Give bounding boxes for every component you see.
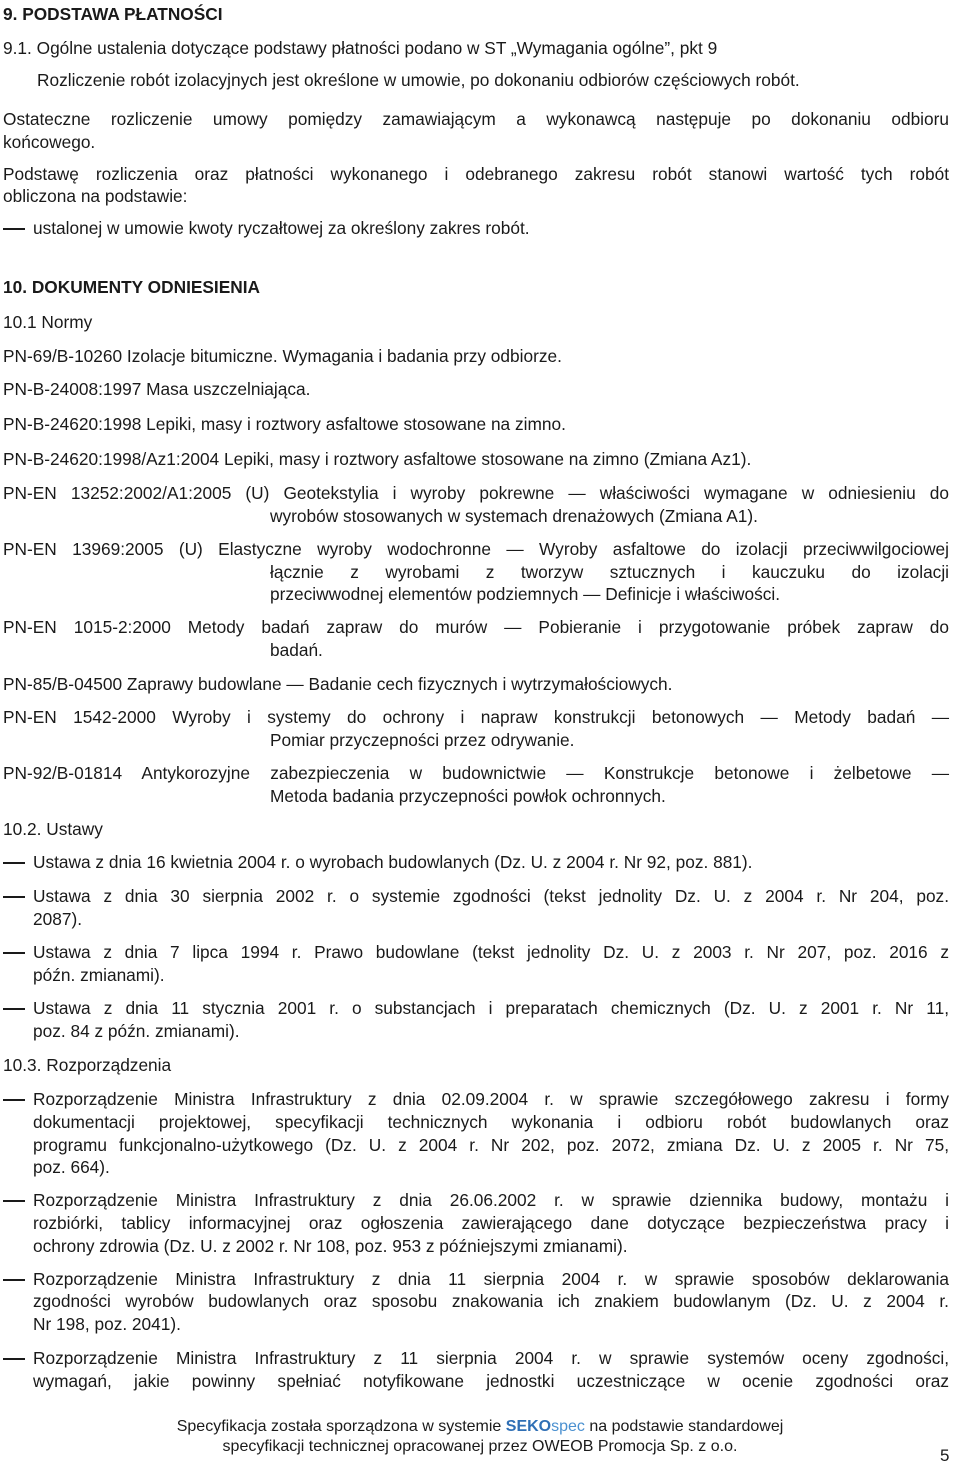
page-number: 5 — [940, 1446, 950, 1465]
subsection-10-3: 10.3. Rozporządzenia — [3, 1055, 172, 1075]
bullet-dash — [3, 1279, 25, 1281]
regulation-item-continuation: rozbiórki, tablicy informacyjnej oraz ogłoszenia zawierającego dane dotyczące bezpieczeństwa pracy i — [33, 1213, 949, 1233]
law-item: Ustawa z dnia 30 sierpnia 2002 r. o systemie zgodności (tekst jednolity Dz. U. z 2004 r. Nr 204, poz. — [33, 886, 949, 906]
law-item: Ustawa z dnia 11 stycznia 2001 r. o substancjach i preparatach chemicznych (Dz. U. z 2001 r. Nr 11, — [33, 998, 949, 1018]
logo-seko: SEKO — [505, 1418, 552, 1435]
law-item-continuation: 2087). — [33, 909, 83, 929]
bullet-dash — [3, 1099, 25, 1101]
subsection-10-1: 10.1 Normy — [3, 312, 93, 332]
section-9-1-line-2: Rozliczenie robót izolacyjnych jest określone w umowie, po dokonaniu odbiorów częściowych robót. — [37, 70, 800, 90]
section-9-1-line-1: 9.1. Ogólne ustalenia dotyczące podstawy płatności podano w ST „Wymagania ogólne”, pkt 9 — [3, 38, 718, 58]
bullet-dash — [3, 1358, 25, 1360]
law-item: Ustawa z dnia 16 kwietnia 2004 r. o wyrobach budowlanych (Dz. U. z 2004 r. Nr 92, poz. 881). — [33, 852, 753, 872]
law-item-continuation: późn. zmianami). — [33, 965, 165, 985]
norm-item: PN-85/B-04500 Zaprawy budowlane — Badanie cech fizycznych i wytrzymałościowych. — [3, 674, 673, 694]
norm-item-continuation: badań. — [270, 640, 323, 660]
regulation-item: Rozporządzenie Ministra Infrastruktury z dnia 26.06.2002 r. w sprawie dziennika budowy, montażu i — [33, 1190, 949, 1210]
bullet-dash — [3, 1008, 25, 1010]
norm-item-continuation: Pomiar przyczepności przez odrywanie. — [270, 730, 575, 750]
norm-item-continuation: łącznie z wyrobami z tworzyw sztucznych i kauczuku do izolacji — [270, 562, 949, 582]
regulation-item-continuation: dokumentacji projektowej, specyfikacji technicznych wykonania i odbioru robót budowlanych oraz — [33, 1112, 949, 1132]
paragraph-2-line-1: Ostateczne rozliczenie umowy pomiędzy zamawiającym a wykonawcą następuje po dokonaniu odbioru — [3, 109, 949, 129]
bullet-dash — [3, 896, 25, 898]
norm-item-continuation: wyrobów stosowanych w systemach drenażowych (Zmiana A1). — [270, 506, 758, 526]
regulation-item-continuation: zgodności wyrobów budowlanych oraz sposobu znakowania ich znakiem budowlanym (Dz. U. z 2004 r. — [33, 1291, 949, 1311]
subsection-10-2: 10.2. Ustawy — [3, 819, 103, 839]
regulation-item: Rozporządzenie Ministra Infrastruktury z dnia 11 sierpnia 2004 r. w sprawie sposobów deklarowania — [33, 1269, 949, 1289]
norm-item-continuation: przeciwwodnej elementów podziemnych — Definicje i właściwości. — [270, 584, 780, 604]
norm-item: PN-69/B-10260 Izolacje bitumiczne. Wymagania i badania przy odbiorze. — [3, 346, 562, 366]
bullet-dash — [3, 952, 25, 954]
norm-item-continuation: Metoda badania przyczepności powłok ochronnych. — [270, 786, 666, 806]
footer-line-2: specyfikacji technicznej opracowanej przez OWEOB Promocja Sp. z o.o. — [222, 1438, 738, 1455]
regulation-item-continuation: wymagań, jakie powinny spełniać notyfikowane jednostki uczestniczące w ocenie zgodności oraz — [33, 1371, 949, 1391]
norm-item: PN-92/B-01814 Antykorozyjne zabezpieczenia w budownictwie — Konstrukcje betonowe i żelbetowe — — [3, 763, 949, 783]
norm-item: PN-B-24620:1998/Az1:2004 Lepiki, masy i roztwory asfaltowe stosowane na zimno (Zmiana Az1). — [3, 449, 752, 469]
footer-text: Specyfikacja została sporządzona w systemie — [176, 1418, 502, 1435]
regulation-item-continuation: ochrony zdrowia (Dz. U. z 2002 r. Nr 108, poz. 953 z późniejszymi zmianami). — [33, 1236, 628, 1256]
regulation-item-continuation: poz. 664). — [33, 1157, 110, 1177]
paragraph-2-line-2: końcowego. — [3, 132, 96, 152]
bullet-dash — [3, 228, 25, 230]
norm-item: PN-EN 13969:2005 (U) Elastyczne wyroby wodochronne — Wyroby asfaltowe do izolacji przeciwwilgociowej — [3, 539, 949, 559]
norm-item: PN-B-24008:1997 Masa uszczelniająca. — [3, 379, 311, 399]
section-10-heading: 10. DOKUMENTY ODNIESIENIA — [3, 277, 261, 297]
footer-text: na podstawie standardowej — [589, 1418, 784, 1435]
sekospec-logo — [506, 1418, 585, 1435]
norm-item: PN-EN 1015-2:2000 Metody badań zapraw do murów — Pobieranie i przygotowanie próbek zapraw do — [3, 617, 949, 637]
norm-item: PN-EN 13252:2002/A1:2005 (U) Geotekstylia i wyroby pokrewne — właściwości wymagane w odniesieniu do — [3, 483, 949, 503]
law-item-continuation: poz. 84 z późn. zmianami). — [33, 1021, 240, 1041]
regulation-item: Rozporządzenie Ministra Infrastruktury z dnia 02.09.2004 r. w sprawie szczegółowego zakresu i formy — [33, 1089, 949, 1109]
bullet-dash — [3, 1200, 25, 1202]
regulation-item: Rozporządzenie Ministra Infrastruktury z 11 sierpnia 2004 r. w sprawie systemów oceny zgodności, — [33, 1348, 949, 1368]
regulation-item-continuation: Nr 198, poz. 2041). — [33, 1314, 181, 1334]
law-item: Ustawa z dnia 7 lipca 1994 r. Prawo budowlane (tekst jednolity Dz. U. z 2003 r. Nr 207, poz. 2016 z — [33, 942, 949, 962]
bullet-dash — [3, 862, 25, 864]
paragraph-3-line-1: Podstawę rozliczenia oraz płatności wykonanego i odebranego zakresu robót stanowi wartość tych robót — [3, 164, 949, 184]
norm-item: PN-B-24620:1998 Lepiki, masy i roztwory asfaltowe stosowane na zimno. — [3, 414, 566, 434]
regulation-item-continuation: programu funkcjonalno-użytkowego (Dz. U. z 2004 r. Nr 202, poz. 2072, zmiana Dz. U. z 2005 r. Nr 75, — [33, 1135, 949, 1155]
norm-item: PN-EN 1542-2000 Wyroby i systemy do ochrony i napraw konstrukcji betonowych — Metody badań — — [3, 707, 949, 727]
paragraph-3-line-2: obliczona na podstawie: — [3, 186, 188, 206]
bullet-text: ustalonej w umowie kwoty ryczałtowej za określony zakres robót. — [33, 218, 530, 238]
footer-line-1 — [0, 1417, 960, 1437]
logo-spec: spec — [551, 1418, 585, 1435]
section-9-heading: 9. PODSTAWA PŁATNOŚCI — [3, 4, 223, 24]
